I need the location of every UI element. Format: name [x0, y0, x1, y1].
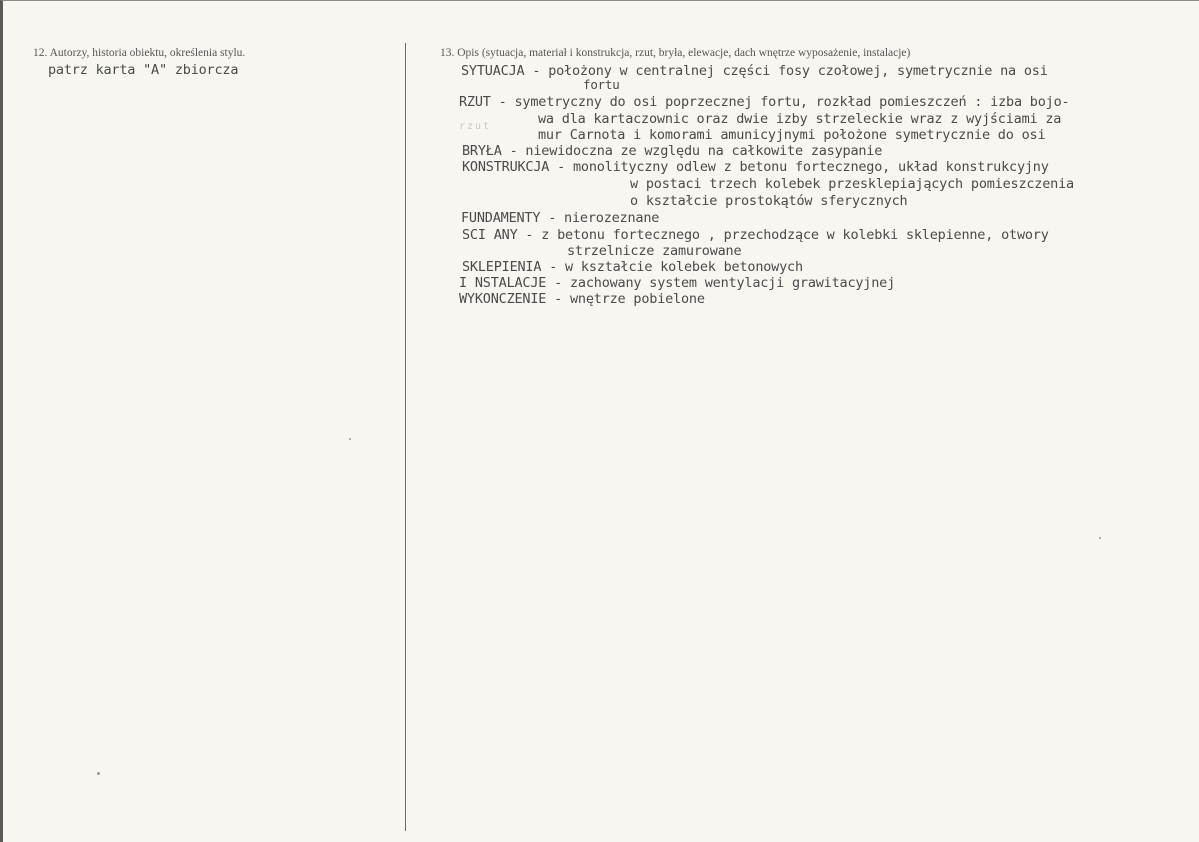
description-line-6: BRYŁA - niewidoczna ze względu na całkowite zasypanie	[462, 143, 883, 159]
description-line-2: fortu	[583, 77, 620, 92]
description-line-12: strzelnicze zamurowane	[567, 243, 742, 259]
faint-stamp-text: rzut	[459, 121, 492, 132]
section-13-label: 13. Opis (sytuacja, materiał i konstrukcja, rzut, bryła, elewacje, dach wnętrze wyposażenie, instalacje)	[440, 47, 911, 59]
description-line-5: mur Carnota i komorami amunicyjnymi położone symetrycznie do osi	[538, 127, 1046, 143]
section-12-label: 12. Autorzy, historia obiektu, określenia stylu.	[33, 47, 246, 59]
description-line-11: SCI ANY - z betonu fortecznego , przechodzące w kolebki sklepienne, otwory	[462, 227, 1049, 243]
paper-speck	[1099, 537, 1101, 539]
description-line-14: I NSTALACJE - zachowany system wentylacji grawitacyjnej	[459, 275, 896, 291]
section-12-value: patrz karta "A" zbiorcza	[48, 62, 239, 78]
paper-speck	[349, 438, 351, 440]
description-line-4: wa dla kartaczownic oraz dwie izby strzeleckie wraz z wyjściami za	[538, 111, 1062, 127]
description-line-8: w postaci trzech kolebek przesklepiających pomieszczenia	[630, 176, 1074, 192]
description-line-10: FUNDAMENTY - nierozeznane	[461, 210, 660, 226]
column-divider	[405, 43, 406, 831]
description-line-13: SKLEPIENIA - w kształcie kolebek betonowych	[462, 259, 803, 275]
description-line-7: KONSTRUKCJA - monolityczny odlew z betonu fortecznego, układ konstrukcyjny	[462, 159, 1049, 175]
description-line-3: RZUT - symetryczny do osi poprzecznej fortu, rozkład pomieszczeń : izba bojo-	[459, 94, 1070, 110]
description-line-9: o kształcie prostokątów sferycznych	[630, 193, 908, 209]
paper-speck	[97, 772, 100, 775]
description-line-1: SYTUACJA - położony w centralnej części fosy czołowej, symetrycznie na osi	[461, 63, 1048, 79]
description-line-15: WYKONCZENIE - wnętrze pobielone	[459, 291, 705, 307]
